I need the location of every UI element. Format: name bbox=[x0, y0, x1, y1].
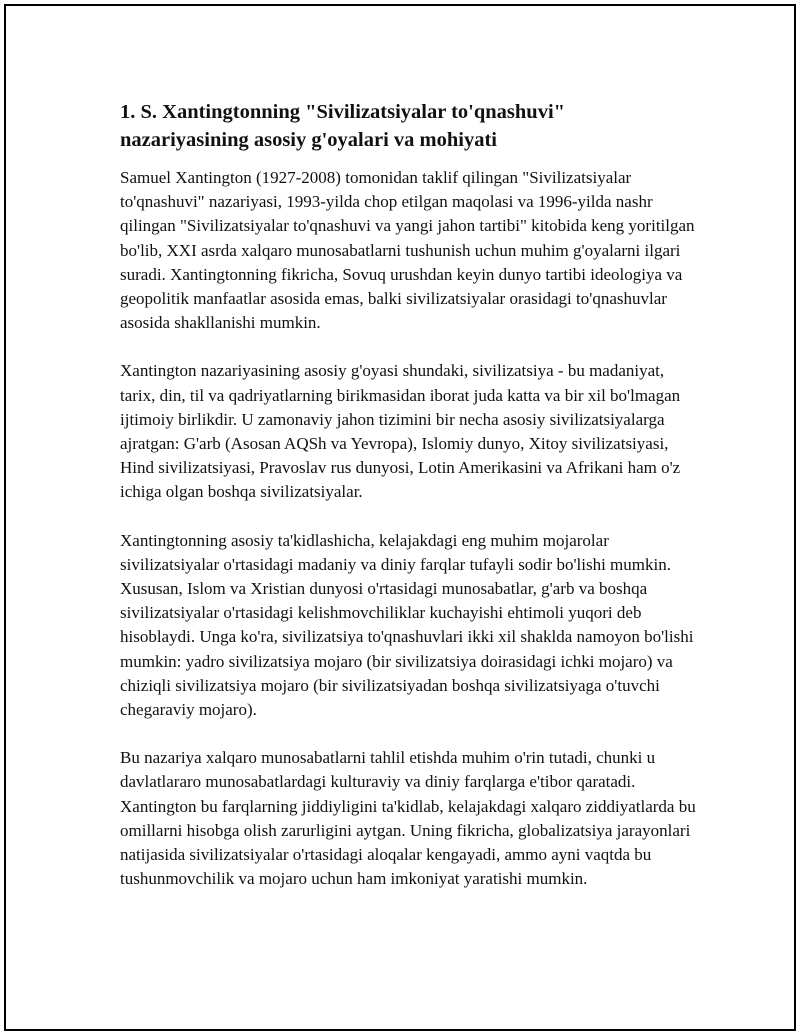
paragraph-4: Bu nazariya xalqaro munosabatlarni tahlil etishda muhim o'rin tutadi, chunki u davlatlararo munosabatlardagi kulturaviy va diniy farqlarga e'tibor qaratadi. Xantington bu farqlarning jiddiyligini ta'kidlab, kelajakdagi xalqaro ziddiyatlarda bu omillarni hisobga olish zarurligini aytgan. Uning fikricha, globalizatsiya jarayonlari natijasida sivilizatsiyalar o'rtasidagi aloqalar kengayadi, ammo ayni vaqtda bu tushunmovchilik va mojaro uchun ham imkoniyat yaratishi mumkin. bbox=[120, 748, 696, 889]
section-title: 1. S. Xantingtonning "Sivilizatsiyalar to'qnashuvi" nazariyasining asosiy g'oyalari va mohiyati bbox=[120, 101, 566, 151]
paragraph-1: Samuel Xantington (1927-2008) tomonidan taklif qilingan "Sivilizatsiyalar to'qnashuvi" nazariyasi, 1993-yilda chop etilgan maqolasi va 1996-yilda nashr qilingan "Sivilizatsiyalar to'qnashuvi va yangi jahon tartibi" kitobida keng yoritilgan bo'lib, XXI asrda xalqaro munosabatlarni tushunish uchun muhim g'oyalarni ilgari suradi. Xantingtonning fikricha, Sovuq urushdan keyin dunyo tartibi ideologiya va geopolitik manfaatlar asosida emas, balki sivilizatsiyalar orasidagi to'qnashuvlar asosida shakllanishi mumkin. bbox=[120, 168, 695, 333]
document-page bbox=[4, 4, 796, 1031]
paragraph-3: Xantingtonning asosiy ta'kidlashicha, kelajakdagi eng muhim mojarolar sivilizatsiyalar o'rtasidagi madaniy va diniy farqlar tufayli sodir bo'lishi mumkin. Xususan, Islom va Xristian dunyosi o'rtasidagi munosabatlar, g'arb va boshqa sivilizatsiyalar o'rtasidagi kelishmovchiliklar kuchayishi ehtimoli yuqori deb hisoblaydi. Unga ko'ra, sivilizatsiya to'qnashuvlari ikki xil shaklda namoyon bo'lishi mumkin: yadro sivilizatsiya mojaro (bir sivilizatsiya doirasidagi ichki mojaro) va chiziqli sivilizatsiya mojaro (bir sivilizatsiyadan boshqa sivilizatsiyaga o'tuvchi chegaraviy mojaro). bbox=[120, 530, 694, 720]
paragraph-2: Xantington nazariyasining asosiy g'oyasi shundaki, sivilizatsiya - bu madaniyat, tarix, din, til va qadriyatlarning birikmasidan iborat juda katta va bir xil bo'lmagan ijtimoiy birlikdir. U zamonaviy jahon tizimini bir necha asosiy sivilizatsiyalarga ajratgan: G'arb (Asosan AQSh va Yevropa), Islomiy dunyo, Xitoy sivilizatsiyasi, Hind sivilizatsiyasi, Pravoslav rus dunyosi, Lotin Amerikasini va Afrikani ham o'z ichiga olgan boshqa sivilizatsiyalar. bbox=[120, 361, 681, 502]
document-content bbox=[120, 98, 698, 915]
